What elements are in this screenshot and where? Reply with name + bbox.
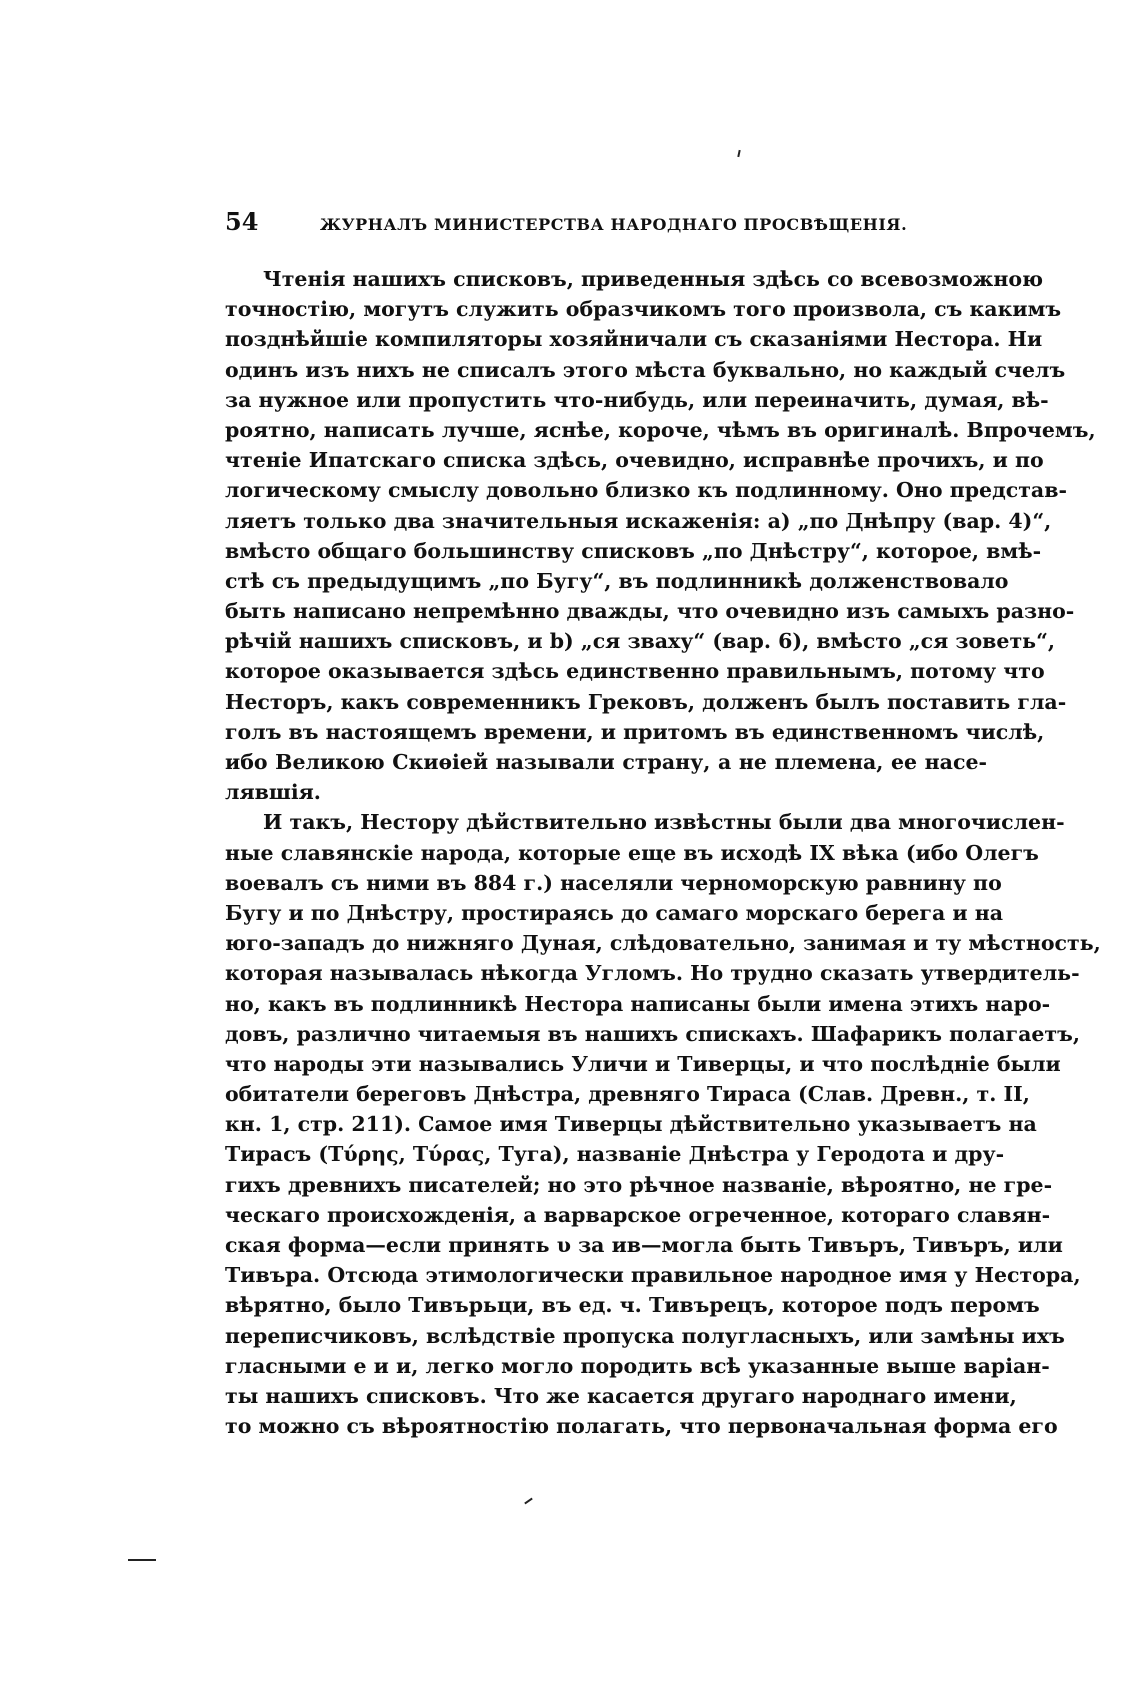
text-line: Несторъ, какъ современникъ Грековъ, долженъ былъ поставить гла-: [225, 689, 1067, 714]
text-line: кн. 1, стр. 211). Самое имя Тиверцы дѣйствительно указываетъ на: [225, 1112, 1037, 1137]
text-line: Бугу и по Днѣстру, простираясь до самаго морскаго берега и на: [225, 900, 1004, 925]
body-text: [225, 264, 1101, 1441]
text-line: гласными е и и, легко могло породить всѣ указанные выше варіан-: [225, 1353, 1050, 1378]
text-line: позднѣйшіе компиляторы хозяйничали съ сказаніями Нестора. Ни: [225, 327, 1043, 352]
page-header: [225, 207, 987, 236]
text-line: Тивъра. Отсюда этимологически правильное народное имя у Нестора,: [225, 1263, 1081, 1288]
text-line: ты нашихъ списковъ. Что же касается другаго народнаго имени,: [225, 1383, 1017, 1408]
text-line: ляетъ только два значительныя искаженія: a) „по Днѣпру (вар. 4)“,: [225, 508, 1052, 533]
text-line: гихъ древнихъ писателей; но это рѣчное названіе, вѣроятно, не гре-: [225, 1172, 1053, 1197]
text-line: Тирасъ (Τύρης, Τύρας, Туга), названіе Днѣстра у Геродота и дру-: [225, 1142, 1005, 1167]
text-line: которая называлась нѣкогда Угломъ. Но трудно сказать утвердитель-: [225, 961, 1080, 986]
text-line: лявшія.: [225, 780, 321, 805]
text-line: ибо Великою Скиѳіей называли страну, а не племена, ее насе-: [225, 750, 987, 774]
text-line: ные славянскіе народа, которые еще въ исходѣ IX вѣка (ибо Олегъ: [225, 840, 1039, 865]
page-number: 54: [225, 207, 259, 236]
text-line: быть написано непремѣнно дважды, что очевидно изъ самыхъ разно-: [225, 599, 1075, 624]
scan-speck-top: [737, 150, 740, 157]
text-line: вмѣсто общаго большинству списковъ „по Днѣстру“, которое, вмѣ-: [225, 538, 1042, 563]
text-line: стѣ съ предыдущимъ „по Бугу“, въ подлинникѣ долженствовало: [225, 568, 1009, 593]
text-line: ческаго происхожденія, а варварское огреченное, котораго славян-: [225, 1202, 1051, 1227]
text-line: вѣрятно, было Тивърьци, въ ед. ч. Тивърецъ, которое подъ перомъ: [225, 1293, 1040, 1318]
text-line: но, какъ въ подлинникѣ Нестора написаны были имена этихъ наро-: [225, 991, 1051, 1016]
text-line: Чтенія нашихъ списковъ, приведенныя здѣсь со всевозможною: [263, 267, 1044, 291]
text-line: роятно, написать лучше, яснѣе, короче, чѣмъ въ оригиналѣ. Впрочемъ,: [225, 417, 1096, 442]
text-line: логическому смыслу довольно близко къ подлинному. Оно представ-: [225, 478, 1067, 503]
text-line: то можно съ вѣроятностію полагать, что первоначальная форма его: [225, 1414, 1058, 1439]
text-line: чтеніе Ипатскаго списка здѣсь, очевидно, исправнѣе прочихъ, и по: [225, 448, 1044, 473]
text-line: которое оказывается здѣсь единственно правильнымъ, потому что: [225, 659, 1045, 684]
text-line: обитатели береговъ Днѣстра, древняго Тираса (Слав. Древн., т. II,: [225, 1082, 1030, 1107]
text-line: одинъ изъ нихъ не списалъ этого мѣста буквально, но каждый счелъ: [225, 357, 1066, 382]
text-line: точностію, могутъ служить образчикомъ того произвола, съ какимъ: [225, 297, 1062, 322]
running-title: ЖУРНАЛЪ МИНИСТЕРСТВА НАРОДНАГО ПРОСВѢЩЕНІЯ.: [320, 215, 908, 234]
text-line: юго-западъ до нижняго Дуная, слѣдовательно, занимая и ту мѣстность,: [225, 931, 1101, 956]
scan-dash-margin: [128, 1559, 156, 1561]
text-line: переписчиковъ, вслѣдствіе пропуска полугласныхъ, или замѣны ихъ: [225, 1323, 1065, 1348]
text-line: голъ въ настоящемъ времени, и притомъ въ единственномъ числѣ,: [225, 719, 1045, 744]
text-line: за нужное или пропустить что-нибудь, или переиначить, думая, вѣ-: [225, 387, 1049, 412]
text-line: ская форма—если принять υ за ив—могла быть Тивъръ, Тивъръ, или: [225, 1233, 1063, 1257]
text-line: И такъ, Нестору дѣйствительно извѣстны были два многочислен-: [263, 810, 1065, 835]
text-line: рѣчій нашихъ списковъ, и b) „ся зваху“ (вар. 6), вмѣсто „ся зоветь“,: [225, 629, 1056, 654]
text-line: воевалъ съ ними въ 884 г.) населяли черноморскую равнину по: [225, 870, 1002, 895]
scan-speck-bottom: [524, 1498, 533, 1505]
text-line: что народы эти назывались Уличи и Тиверцы, и что послѣдніе были: [225, 1051, 1061, 1076]
text-line: довъ, различно читаемыя въ нашихъ спискахъ. Шафарикъ полагаетъ,: [225, 1021, 1080, 1046]
